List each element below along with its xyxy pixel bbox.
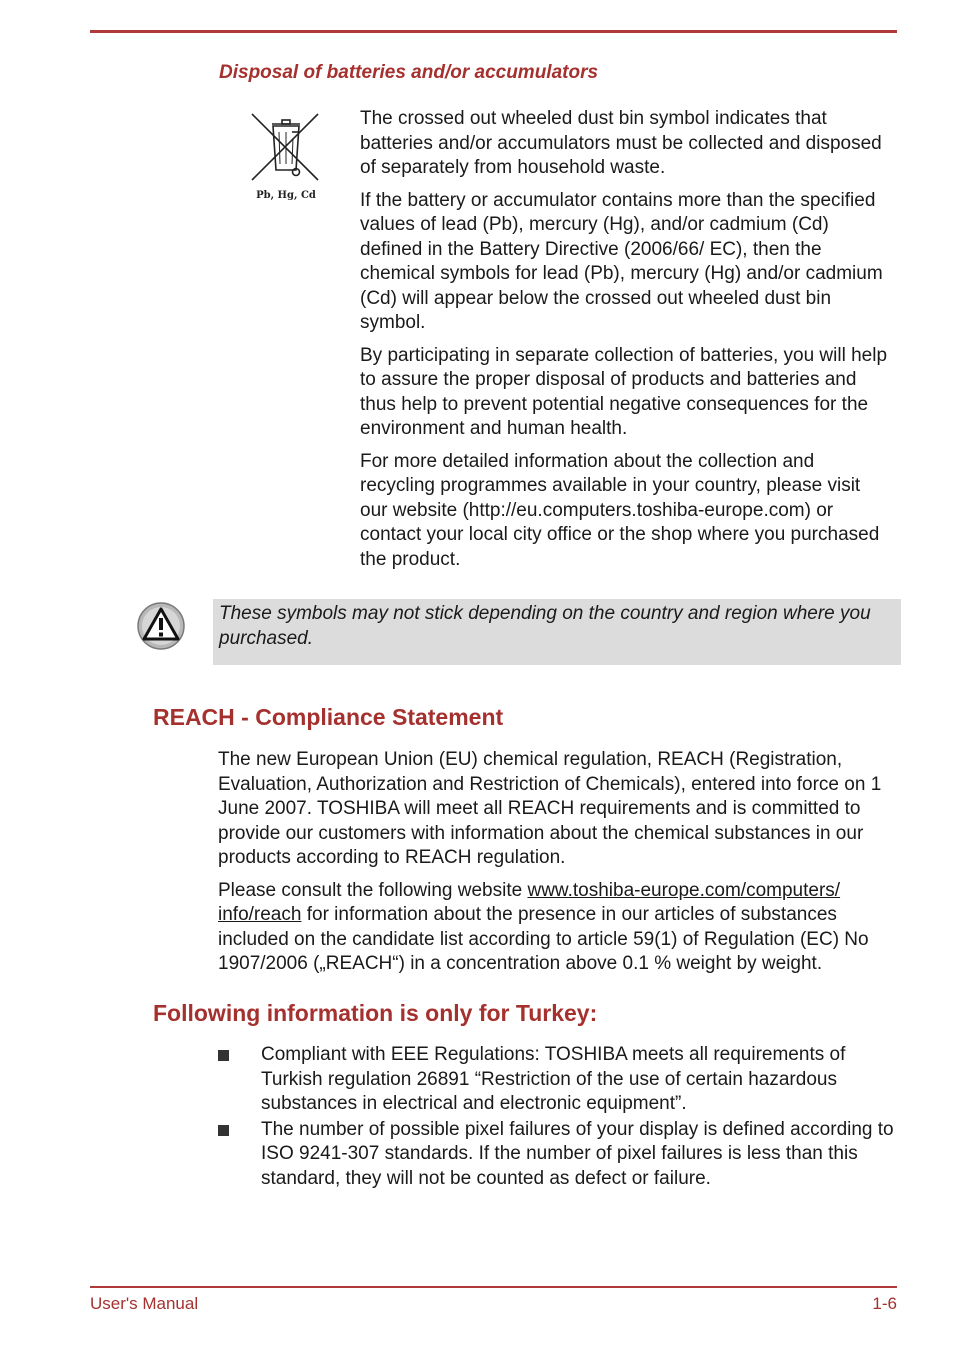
note-box — [213, 599, 901, 665]
crossed-bin-symbol — [248, 110, 324, 206]
bullet-square-icon — [218, 1125, 229, 1136]
battery-disposal-heading: Disposal of batteries and/or accumulators — [219, 62, 599, 83]
battery-paragraph: The crossed out wheeled dust bin symbol indicates that batteries and/or accumulators must be collected and disposed of separately from household waste. — [360, 108, 882, 178]
battery-paragraphs — [360, 107, 890, 580]
battery-paragraph: By participating in separate collection of batteries, you will help to assure the proper disposal of products and batteries and thus help to prevent potential negative consequences for the environment and human health. — [360, 344, 888, 439]
reach-heading: REACH - Compliance Statement — [153, 704, 504, 730]
reach-paragraph-suffix: for information about the presence in our articles of substances included on the candidate list according to article 59(1) of Regulation (EC) No 1907/2006 („REACH“) in a concentration above 0.1 % weight by weight. — [218, 904, 869, 974]
reach-paragraph: The new European Union (EU) chemical regulation, REACH (Registration, Evaluation, Authorization and Restriction of Chemicals), entered into force on 1 June 2007. TOSHIBA will meet all REACH requirements and is committed to provide our customers with information about the chemical substances in our products according to REACH regulation. — [218, 749, 882, 868]
list-item — [218, 1118, 898, 1192]
bin-symbol-caption: Pb, Hg, Cd — [256, 190, 316, 201]
list-item-text: Compliant with EEE Regulations: TOSHIBA meets all requirements of Turkish regulation 26891 “Restriction of the use of certain hazardous substances in electrical and electronic equipment”. — [261, 1044, 846, 1114]
header-rule — [90, 30, 897, 33]
reach-paragraph-prefix: Please consult the following website — [218, 879, 528, 901]
reach-paragraph — [218, 879, 898, 977]
reach-website-link[interactable]: www.toshiba-europe.com/computers/ info/reach — [218, 879, 841, 925]
reach-body — [218, 748, 898, 985]
footer-manual-title: User's Manual — [90, 1294, 199, 1313]
list-item — [218, 1043, 898, 1117]
note-text: These symbols may not stick depending on the country and region where you purchased. — [219, 603, 871, 649]
footer-rule — [90, 1286, 897, 1288]
battery-paragraph: For more detailed information about the collection and recycling programmes available in your country, please visit our website (http://eu.computers.toshiba-europe.com) or contact your local city office or the shop where you purchased the product. — [360, 450, 880, 570]
battery-paragraph: If the battery or accumulator contains more than the specified values of lead (Pb), mercury (Hg), and/or cadmium (Cd) defined in the Battery Directive (2006/66/ EC), then the chemical symbols for lead (Pb), mercury (Hg) and/or cadmium (Cd) will appear below the crossed out wheeled dust bin symbol. — [360, 189, 883, 333]
crossed-wheeled-bin-icon — [248, 110, 324, 190]
list-item-text: The number of possible pixel failures of your display is defined according to ISO 9241-307 standards. If the number of pixel failures is less than this standard, they will not be counted as defect or failure. — [261, 1118, 894, 1189]
page-number: 1-6 — [872, 1294, 897, 1313]
turkey-list — [218, 1043, 898, 1192]
turkey-heading: Following information is only for Turkey: — [153, 1000, 598, 1026]
bullet-square-icon — [218, 1050, 229, 1061]
warning-icon — [136, 601, 186, 651]
